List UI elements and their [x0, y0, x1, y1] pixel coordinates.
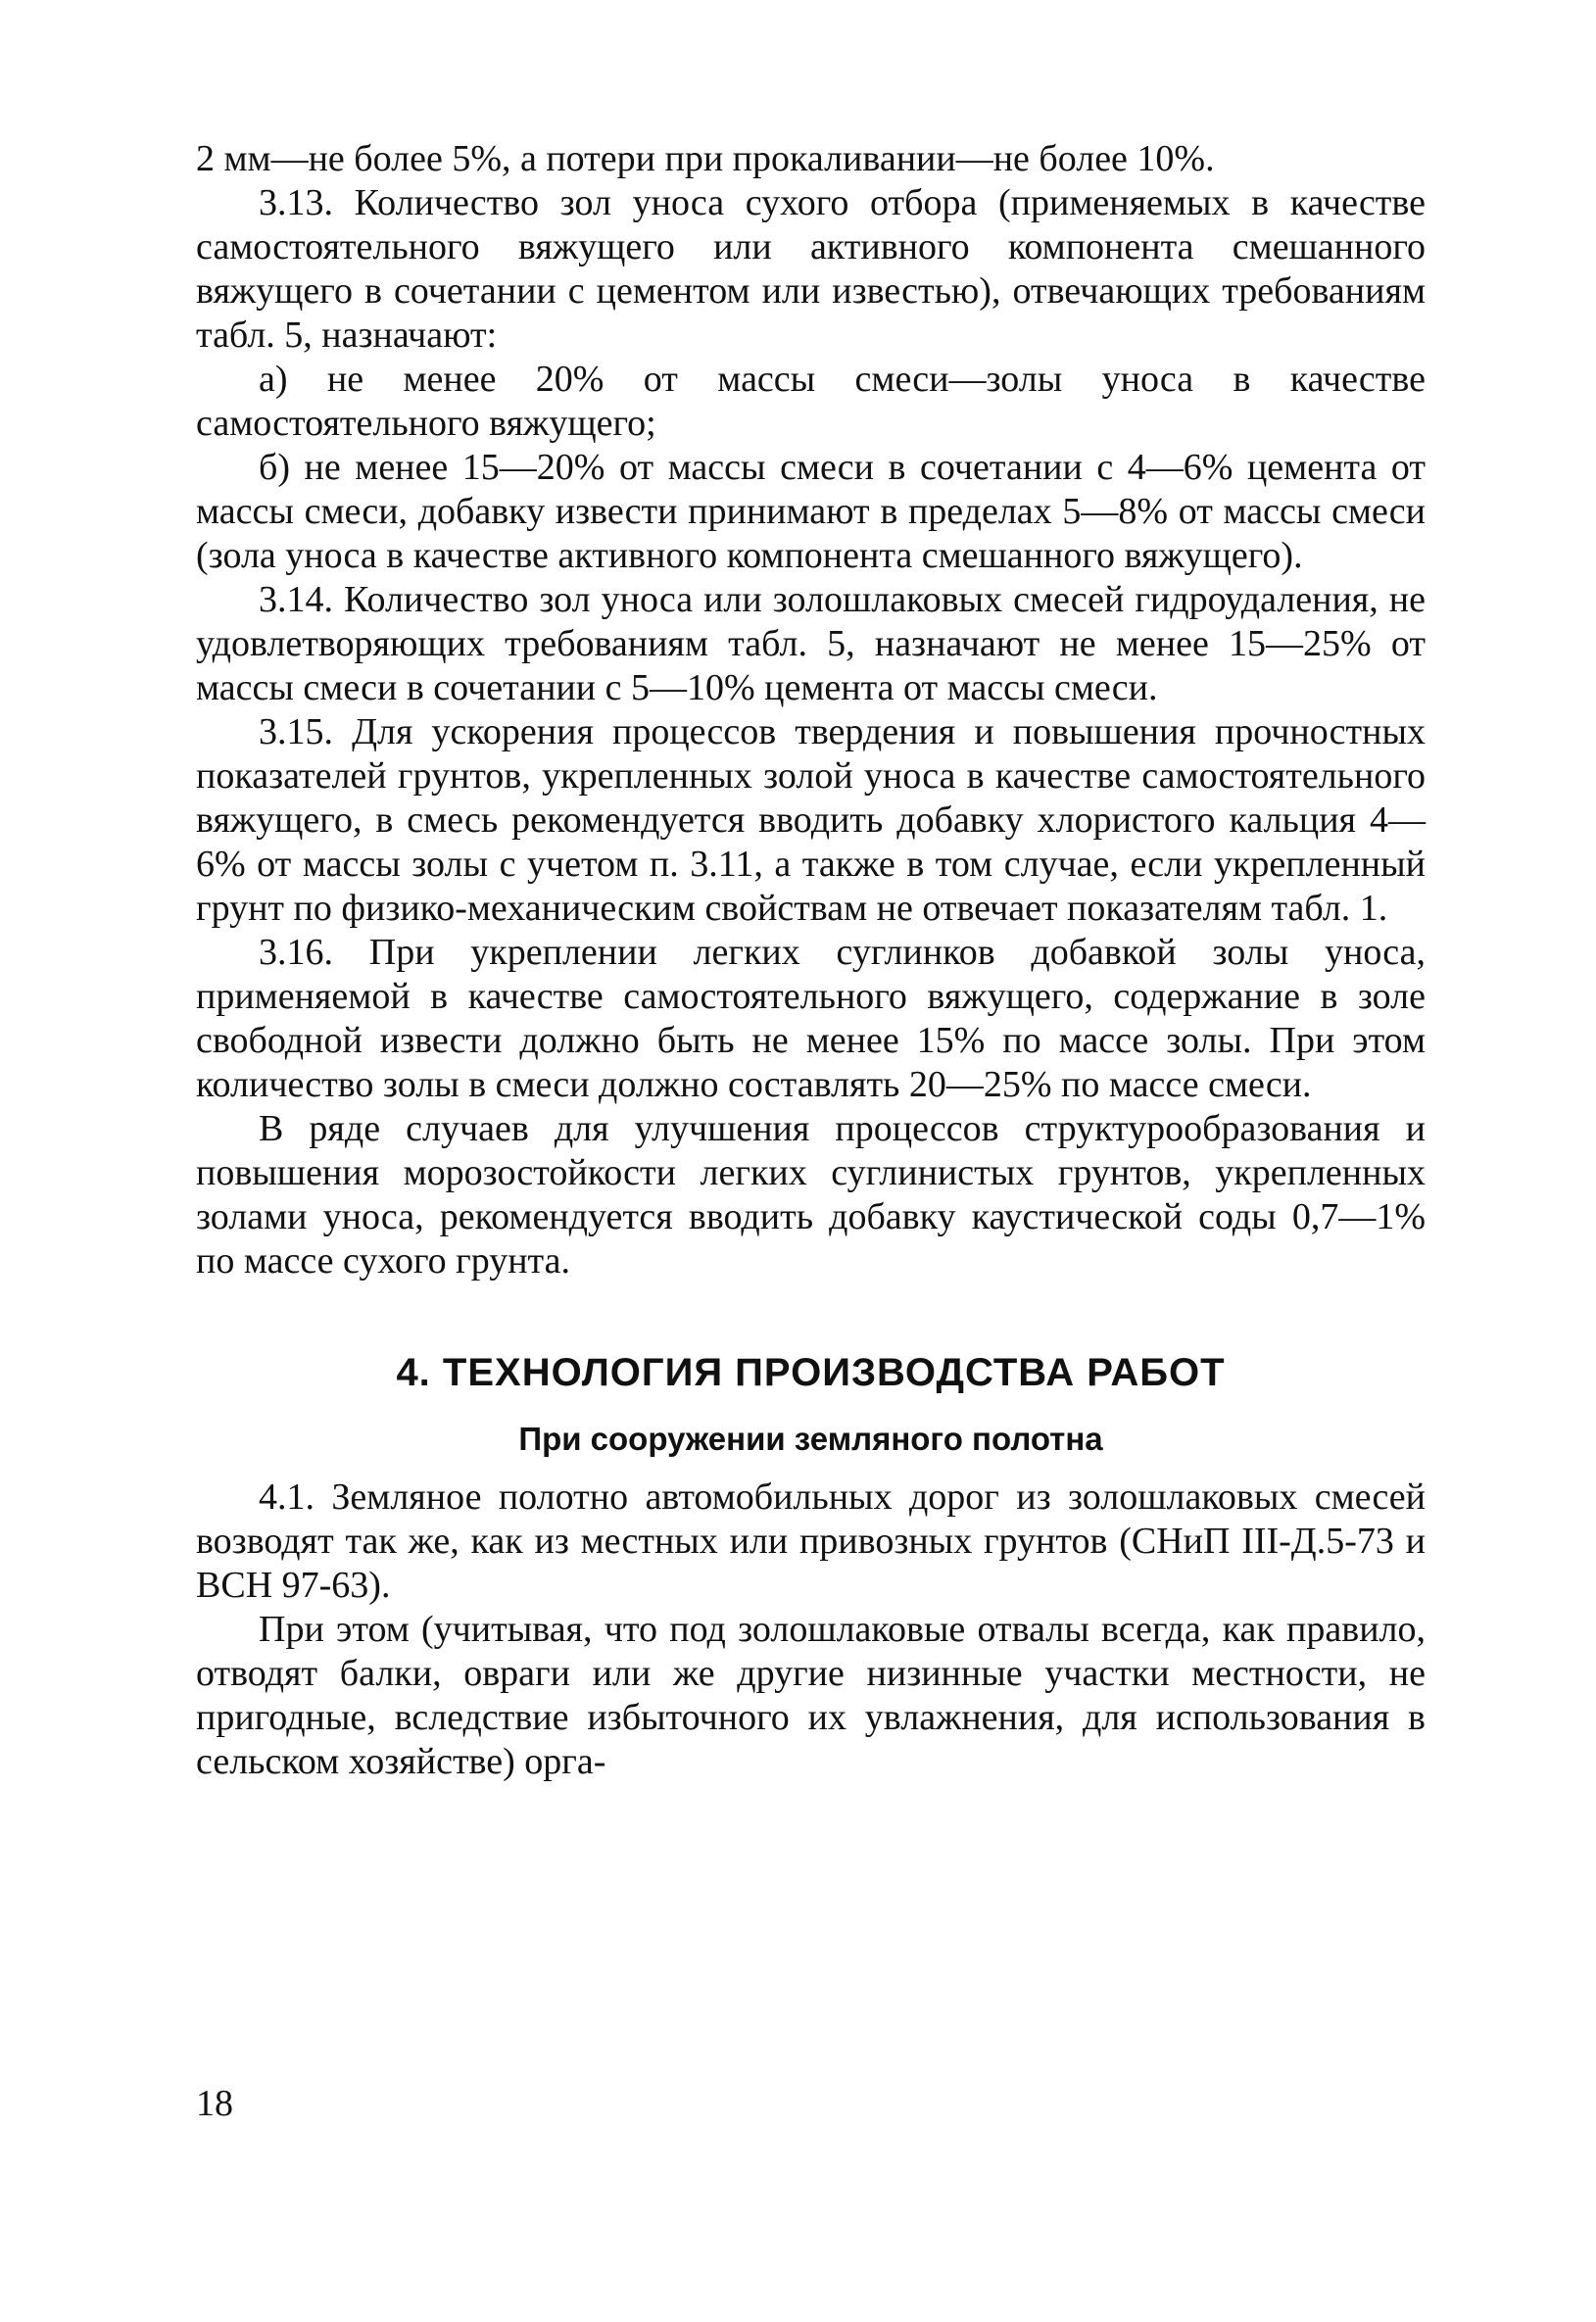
sub-heading: При сооружении земляного полотна: [518, 1421, 1103, 1457]
paragraph-3-13: 3.13. Количество зол уноса сухого отбора (применяемых в качестве самостоятельного вяжущего или активного компонента смешанного вяжущего в сочетании с цементом или известью), отвечающих требованиям табл. 5, назначают:: [196, 182, 1426, 356]
paragraph-3-15: 3.15. Для ускорения процессов твердения и повышения прочностных показателей грунтов, укрепленных золой уноса в качестве самостоятельного вяжущего, в смесь рекомендуется вводить добавку хлористого кальция 4—6% от массы золы с учетом п. 3.11, а также в том случае, если укрепленный грунт по физико-механическим свойствам не отвечает показателям табл. 1.: [196, 711, 1426, 929]
paragraph-dumps: При этом (учитывая, что под золошлаковые отвалы всегда, как правило, отводят балки, овраги или же другие низинные участки местности, не пригодные, вследствие избыточного их увлажнения, для использования в сельском хозяйстве) орга-: [196, 1609, 1426, 1782]
paragraph-continuation: 2 мм—не более 5%, а потери при прокаливании—не более 10%.: [196, 138, 1215, 179]
list-item-b: б) не менее 15—20% от массы смеси в сочетании с 4—6% цемента от массы смеси, добавку извести принимают в пределах 5—8% от массы смеси (зола уноса в качестве активного компонента смешанного вяжущего).: [196, 447, 1426, 576]
paragraph-4-1: 4.1. Земляное полотно автомобильных дорог из золошлаковых смесей возводят так же, как из местных или привозных грунтов (СНиП III-Д.5-73 и ВСН 97-63).: [196, 1476, 1426, 1606]
page-number: 18: [196, 2083, 233, 2124]
section-heading: 4. ТЕХНОЛОГИЯ ПРОИЗВОДСТВА РАБОТ: [396, 1351, 1226, 1394]
list-item-a: а) не менее 20% от массы смеси—золы уноса в качестве самостоятельного вяжущего;: [196, 359, 1426, 444]
paragraph-caustic-soda: В ряде случаев для улучшения процессов структурообразования и повышения морозостойкости легких суглинистых грунтов, укрепленных золами уноса, рекомендуется вводить добавку каустической соды 0,7—1% по массе сухого грунта.: [196, 1108, 1426, 1282]
document-page: [196, 137, 1426, 1784]
paragraph-3-16: 3.16. При укреплении легких суглинков добавкой золы уноса, применяемой в качестве самостоятельного вяжущего, содержание в золе свободной извести должно быть не менее 15% по массе золы. При этом количество золы в смеси должно составлять 20—25% по массе смеси.: [196, 932, 1426, 1105]
paragraph-3-14: 3.14. Количество зол уноса или золошлаковых смесей гидроудаления, не удовлетворяющих требованиям табл. 5, назначают не менее 15—25% от массы смеси в сочетании с 5—10% цемента от массы смеси.: [196, 579, 1426, 708]
